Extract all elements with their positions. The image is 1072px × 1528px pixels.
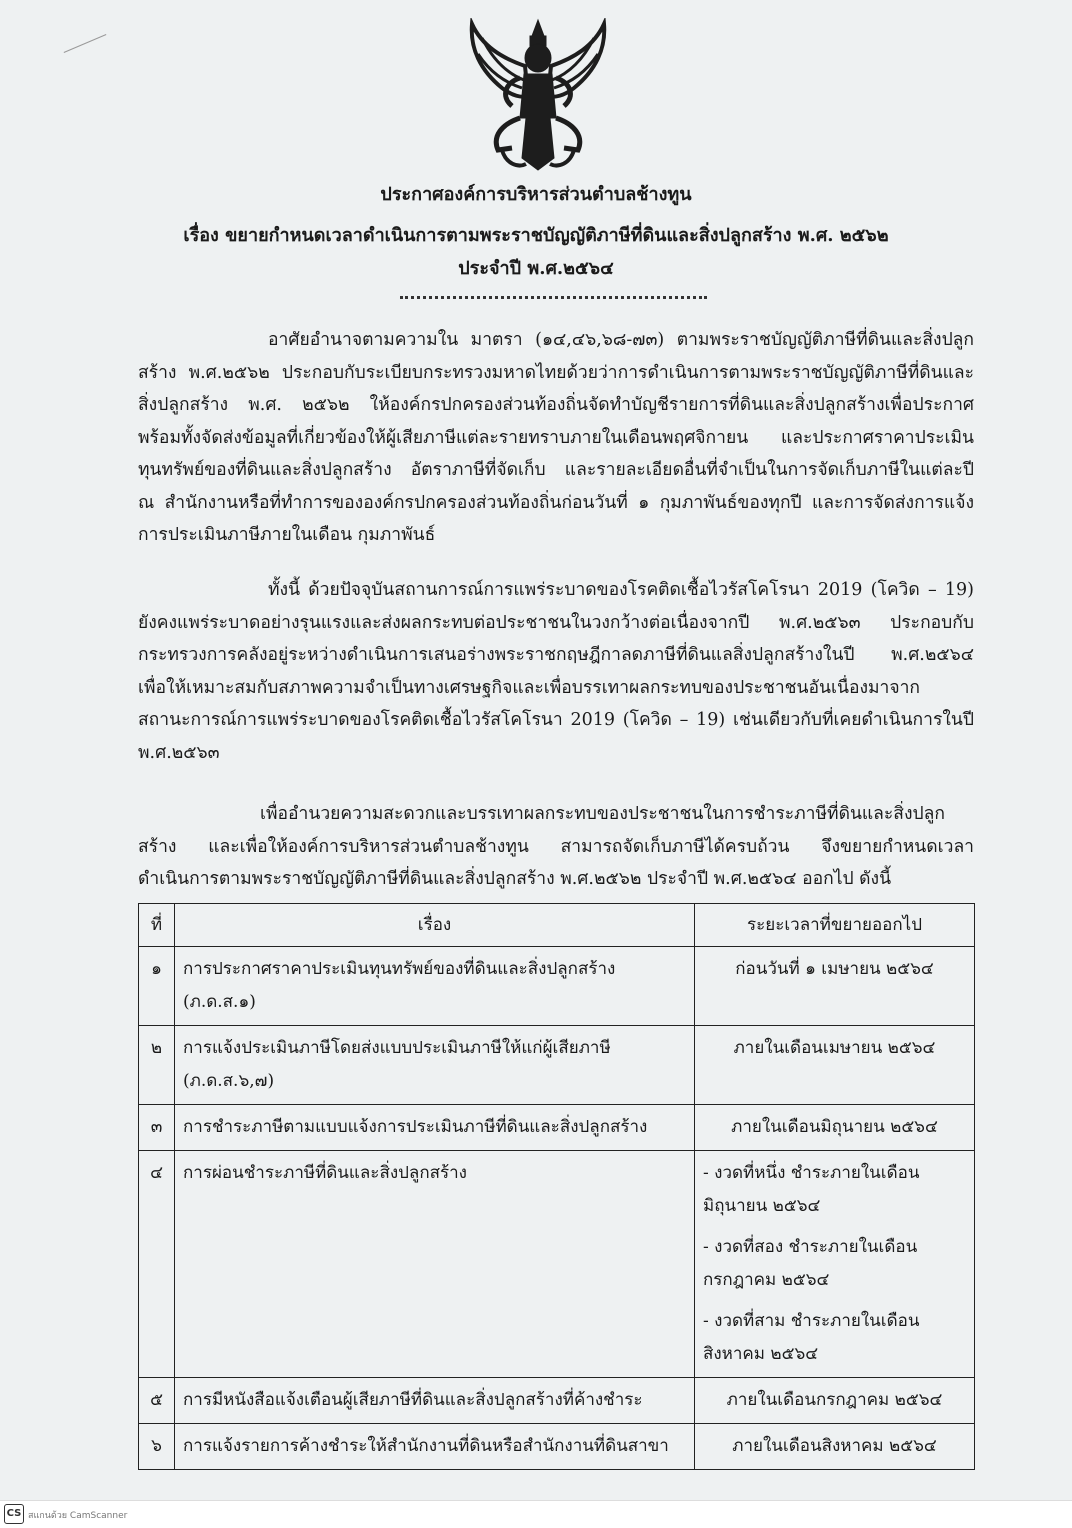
announcement-subject: เรื่อง ขยายกำหนดเวลาดำเนินการตามพระราชบัญญัติภาษีที่ดินและสิ่งปลูกสร้าง พ.ศ. ๒๕๖๒ (183, 225, 889, 246)
row-period: ภายในเดือนมิถุนายน ๒๕๖๔ (695, 1105, 975, 1151)
paragraph-line: สถานะการณ์การแพร่ระบาดของโรคติดเชื้อไวรัสโคโรนา 2019 (โควิด – 19) เช่นเดียวกับที่เคยดำเนินการในปี (138, 710, 974, 730)
paragraph-2 (138, 574, 974, 769)
table-row (139, 947, 975, 1026)
row-number: ๒ (139, 1026, 175, 1105)
paragraph-line: พร้อมทั้งจัดส่งข้อมูลที่เกี่ยวข้องให้ผู้เสียภาษีแต่ละรายทราบภายในเดือนพฤศจิกายน และประกาศราคาประเมิน (138, 427, 974, 448)
installment-label: - งวดที่สาม ชำระภายในเดือน (703, 1311, 920, 1331)
installment-label: - งวดที่หนึ่ง ชำระภายในเดือน (703, 1163, 920, 1183)
row-subject-text: การแจ้งประเมินภาษีโดยส่งแบบประเมินภาษีให้แก่ผู้เสียภาษี (183, 1038, 611, 1058)
paragraph-line: สร้าง และเพื่อให้องค์การบริหารส่วนตำบลช้างทูน สามารถจัดเก็บภาษีได้ครบถ้วน จึงขยายกำหนดเวลา (138, 836, 974, 857)
row-subject-note: (ภ.ด.ส.๑) (183, 992, 256, 1012)
row-number: ๖ (139, 1424, 175, 1470)
camscanner-logo: CS (4, 1504, 24, 1524)
camscanner-text: สแกนด้วย CamScanner (28, 1511, 128, 1521)
row-number: ๑ (139, 947, 175, 1026)
paragraph-line: สร้าง พ.ศ.๒๕๖๒ ประกอบกับระเบียบกระทรวงมหาดไทยด้วยว่าการดำเนินการตามพระราชบัญญัติภาษีที่ดินและ (138, 362, 974, 383)
paragraph-line: สิ่งปลูกสร้าง พ.ศ. ๒๕๖๒ ให้องค์กรปกครองส่วนท้องถิ่นจัดทำบัญชีรายการที่ดินและสิ่งปลูกสร้างเพื่อประกาศ (138, 395, 974, 415)
row-period: ภายในเดือนกรกฎาคม ๒๕๖๔ (695, 1378, 975, 1424)
header-subject: เรื่อง (175, 904, 695, 947)
row-number: ๔ (139, 1151, 175, 1378)
table-row (139, 1151, 975, 1378)
row-period-installments (695, 1151, 975, 1378)
installment-label: - งวดที่สอง ชำระภายในเดือน (703, 1237, 918, 1257)
garuda-emblem (462, 18, 614, 173)
row-period: ภายในเดือนเมษายน ๒๕๖๔ (695, 1026, 975, 1105)
row-period: ก่อนวันที่ ๑ เมษายน ๒๕๖๔ (695, 947, 975, 1026)
header-no: ที่ (139, 904, 175, 947)
paragraph-line: อาศัยอำนาจตามความใน มาตรา (๑๔,๔๖,๖๘-๗๓) ตามพระราชบัญญัติภาษีที่ดินและสิ่งปลูก (268, 330, 974, 350)
announcement-year: ประจำปี พ.ศ.๒๕๖๔ (458, 258, 614, 279)
row-number: ๕ (139, 1378, 175, 1424)
table-row (139, 1378, 975, 1424)
scanner-footer (0, 1500, 1072, 1528)
table-row (139, 1105, 975, 1151)
paragraph-line: ยังคงแพร่ระบาดอย่างรุนแรงและส่งผลกระทบต่อประชาชนในวงกว้างต่อเนื่องจากปี พ.ศ.๒๕๖๓ ประกอบกับ (138, 612, 974, 633)
paragraph-line: ทั้งนี้ ด้วยปัจจุบันสถานการณ์การแพร่ระบาดของโรคติดเชื้อไวรัสโคโรนา 2019 (โควิด – 19) (268, 580, 974, 600)
installment-month: สิงหาคม ๒๕๖๔ (703, 1344, 819, 1364)
paragraph-3 (138, 798, 974, 896)
row-subject: การผ่อนชำระภาษีที่ดินและสิ่งปลูกสร้าง (175, 1151, 695, 1378)
row-subject-text: การประกาศราคาประเมินทุนทรัพย์ของที่ดินและสิ่งปลูกสร้าง (183, 959, 616, 979)
row-number: ๓ (139, 1105, 175, 1151)
row-subject: การมีหนังสือแจ้งเตือนผู้เสียภาษีที่ดินและสิ่งปลูกสร้างที่ค้างชำระ (175, 1378, 695, 1424)
separator-line (400, 296, 707, 299)
paragraph-line: การประเมินภาษีภายในเดือน กุมภาพันธ์ (138, 525, 436, 545)
installment-month: มิถุนายน ๒๕๖๔ (703, 1196, 821, 1216)
paragraph-line: ทุนทรัพย์ของที่ดินและสิ่งปลูกสร้าง อัตราภาษีที่จัดเก็บ และรายละเอียดอื่นที่จำเป็นในการจัดเก็บภาษีในแต่ละปี (138, 460, 974, 480)
paragraph-1 (138, 324, 974, 552)
header-period: ระยะเวลาที่ขยายออกไป (695, 904, 975, 947)
paragraph-line: กระทรวงการคลังอยู่ระหว่างดำเนินการเสนอร่างพระราชกฤษฎีกาลดภาษีที่ดินแลสิ่งปลูกสร้างในปี พ.ศ.๒๕๖๔ (138, 645, 974, 665)
schedule-table (138, 903, 975, 1470)
paragraph-line: เพื่อให้เหมาะสมกับสภาพความจำเป็นทางเศรษฐกิจและเพื่อบรรเทาผลกระทบของประชาชนอันเนื่องมาจาก (138, 677, 921, 698)
pen-mark (64, 34, 107, 53)
table-row (139, 1026, 975, 1105)
row-subject: การแจ้งรายการค้างชำระให้สำนักงานที่ดินหรือสำนักงานที่ดินสาขา (175, 1424, 695, 1470)
announcement-title: ประกาศองค์การบริหารส่วนตำบลช้างทูน (380, 184, 692, 205)
installment-month: กรกฎาคม ๒๕๖๔ (703, 1270, 830, 1290)
paragraph-line: ณ สำนักงานหรือที่ทำการขององค์กรปกครองส่วนท้องถิ่นก่อนวันที่ ๑ กุมภาพันธ์ของทุกปี และการจัดส่งการแจ้ง (138, 492, 974, 513)
row-subject: การชำระภาษีตามแบบแจ้งการประเมินภาษีที่ดินและสิ่งปลูกสร้าง (175, 1105, 695, 1151)
paragraph-line: ดำเนินการตามพระราชบัญญัติภาษีที่ดินและสิ่งปลูกสร้าง พ.ศ.๒๕๖๒ ประจำปี พ.ศ.๒๕๖๔ ออกไป ดังนี้ (138, 869, 892, 889)
paragraph-line: เพื่ออำนวยความสะดวกและบรรเทาผลกระทบของประชาชนในการชำระภาษีที่ดินและสิ่งปลูก (260, 804, 945, 824)
row-period: ภายในเดือนสิงหาคม ๒๕๖๔ (695, 1424, 975, 1470)
paragraph-line: พ.ศ.๒๕๖๓ (138, 742, 220, 763)
row-subject (175, 1026, 695, 1105)
row-subject (175, 947, 695, 1026)
table-row (139, 1424, 975, 1470)
table-header-row (139, 904, 975, 947)
row-subject-note: (ภ.ด.ส.๖,๗) (183, 1071, 275, 1091)
